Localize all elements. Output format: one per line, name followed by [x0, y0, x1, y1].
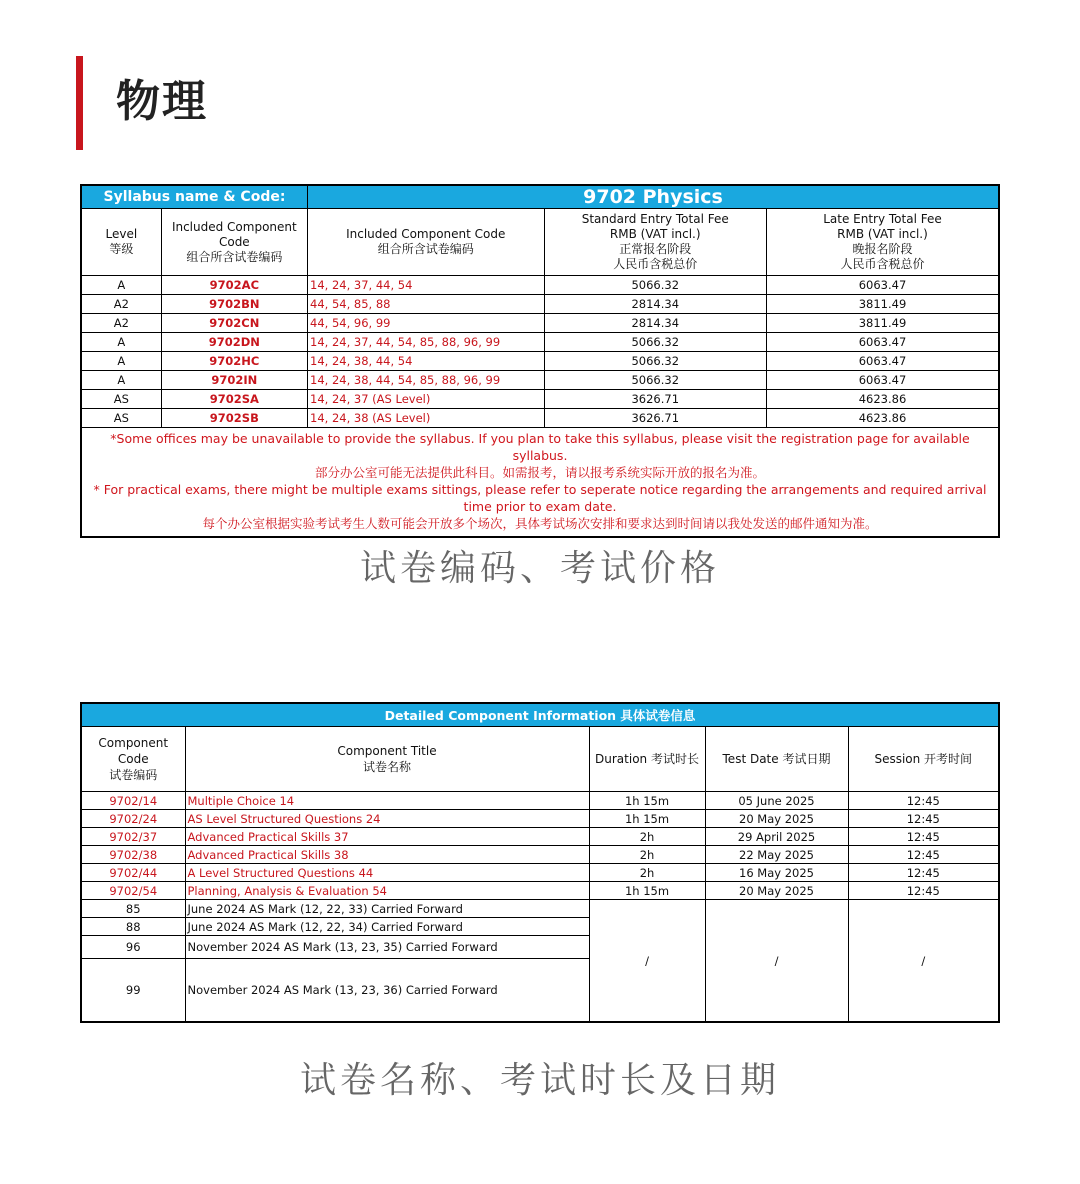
comp-title: A Level Structured Questions 44: [185, 864, 589, 882]
comp-title: Multiple Choice 14: [185, 792, 589, 810]
fee-late: 6063.47: [766, 276, 999, 295]
section-heading: [76, 56, 476, 150]
comp-duration: 1h 15m: [589, 882, 705, 900]
carried-title: November 2024 AS Mark (13, 23, 35) Carried Forward: [185, 936, 589, 959]
fee-standard: 5066.32: [544, 333, 766, 352]
header-test-date: Test Date 考试日期: [705, 727, 848, 792]
comp-title: AS Level Structured Questions 24: [185, 810, 589, 828]
comp-date: 29 April 2025: [705, 828, 848, 846]
component-row: [81, 864, 999, 882]
comp-duration: 2h: [589, 864, 705, 882]
header-duration: Duration 考试时长: [589, 727, 705, 792]
fee-components: 44, 54, 85, 88: [308, 295, 545, 314]
notes-cell: [81, 428, 999, 538]
heading-accent-bar: [76, 56, 83, 150]
carried-forward-row: [81, 900, 999, 918]
fee-components: 14, 24, 37 (AS Level): [308, 390, 545, 409]
carried-code: 85: [81, 900, 185, 918]
fee-components: 14, 24, 38, 44, 54: [308, 352, 545, 371]
caption-fees: 试卷编码、考试价格: [359, 548, 720, 589]
component-row: [81, 846, 999, 864]
fee-notes: [81, 428, 999, 538]
comp-date: 05 June 2025: [705, 792, 848, 810]
component-table-title: Detailed Component Information 具体试卷信息: [81, 703, 999, 727]
carried-session: /: [848, 900, 999, 1023]
fee-table-header: [81, 209, 999, 276]
comp-session: 12:45: [848, 828, 999, 846]
fee-level: A2: [81, 295, 161, 314]
header-late-fee: Late Entry Total Fee RMB (VAT incl.) 晚报名阶段 人民币含税总价: [766, 209, 999, 276]
fee-code: 9702SB: [161, 409, 307, 428]
comp-session: 12:45: [848, 810, 999, 828]
carried-code: 96: [81, 936, 185, 959]
syllabus-label: Syllabus name & Code:: [81, 185, 308, 209]
component-row: [81, 810, 999, 828]
carried-title: June 2024 AS Mark (12, 22, 33) Carried Forward: [185, 900, 589, 918]
carried-title: November 2024 AS Mark (13, 23, 36) Carried Forward: [185, 959, 589, 1023]
fee-code: 9702AC: [161, 276, 307, 295]
fee-level: A: [81, 276, 161, 295]
fee-late: 6063.47: [766, 371, 999, 390]
component-row: [81, 828, 999, 846]
fee-level: A: [81, 352, 161, 371]
component-table-header: [81, 727, 999, 792]
fee-row: [81, 352, 999, 371]
comp-duration: 2h: [589, 846, 705, 864]
header-component-code: Included Component Code 组合所含试卷编码: [161, 209, 307, 276]
fee-components: 44, 54, 96, 99: [308, 314, 545, 333]
comp-session: 12:45: [848, 846, 999, 864]
header-comp-code: Component Code 试卷编码: [81, 727, 185, 792]
fee-code: 9702HC: [161, 352, 307, 371]
caption-components: 试卷名称、考试时长及日期: [299, 1060, 780, 1101]
fee-components: 14, 24, 38 (AS Level): [308, 409, 545, 428]
carried-title: June 2024 AS Mark (12, 22, 34) Carried Forward: [185, 918, 589, 936]
component-table: [80, 702, 1000, 1023]
fee-standard: 5066.32: [544, 352, 766, 371]
comp-code: 9702/37: [81, 828, 185, 846]
comp-title: Advanced Practical Skills 38: [185, 846, 589, 864]
carried-duration: /: [589, 900, 705, 1023]
fee-late: 4623.86: [766, 409, 999, 428]
carried-code: 99: [81, 959, 185, 1023]
fee-row: [81, 295, 999, 314]
fee-row: [81, 276, 999, 295]
note-2: 部分办公室可能无法提供此科目。如需报考，请以报考系统实际开放的报名为准。: [314, 465, 765, 480]
comp-title: Planning, Analysis & Evaluation 54: [185, 882, 589, 900]
fee-standard: 5066.32: [544, 371, 766, 390]
heading-title: 物理: [116, 76, 208, 127]
fee-code: 9702CN: [161, 314, 307, 333]
note-3: * For practical exams, there might be multiple exams sittings, please refer to seperate notice regarding the arrangements and required arrival time prior to exam date.: [93, 482, 987, 514]
fee-row: [81, 390, 999, 409]
fee-row: [81, 314, 999, 333]
fee-row: [81, 371, 999, 390]
header-session: Session 开考时间: [848, 727, 999, 792]
fee-components: 14, 24, 38, 44, 54, 85, 88, 96, 99: [308, 371, 545, 390]
fee-late: 4623.86: [766, 390, 999, 409]
comp-code: 9702/38: [81, 846, 185, 864]
comp-duration: 2h: [589, 828, 705, 846]
comp-code: 9702/54: [81, 882, 185, 900]
fee-level: A: [81, 333, 161, 352]
carried-code: 88: [81, 918, 185, 936]
fee-standard: 3626.71: [544, 409, 766, 428]
header-comp-title: Component Title 试卷名称: [185, 727, 589, 792]
comp-date: 16 May 2025: [705, 864, 848, 882]
fee-code: 9702DN: [161, 333, 307, 352]
fee-row: [81, 333, 999, 352]
comp-duration: 1h 15m: [589, 810, 705, 828]
fee-code: 9702BN: [161, 295, 307, 314]
fee-standard: 2814.34: [544, 314, 766, 333]
fee-standard: 5066.32: [544, 276, 766, 295]
fee-standard: 3626.71: [544, 390, 766, 409]
fee-level: A2: [81, 314, 161, 333]
fee-late: 3811.49: [766, 314, 999, 333]
comp-title: Advanced Practical Skills 37: [185, 828, 589, 846]
fee-components: 14, 24, 37, 44, 54: [308, 276, 545, 295]
fee-level: A: [81, 371, 161, 390]
comp-code: 9702/24: [81, 810, 185, 828]
fee-table: [80, 184, 1000, 538]
header-standard-fee: Standard Entry Total Fee RMB (VAT incl.) 正常报名阶段 人民币含税总价: [544, 209, 766, 276]
fee-late: 6063.47: [766, 352, 999, 371]
fee-components: 14, 24, 37, 44, 54, 85, 88, 96, 99: [308, 333, 545, 352]
component-row: [81, 882, 999, 900]
comp-duration: 1h 15m: [589, 792, 705, 810]
fee-standard: 2814.34: [544, 295, 766, 314]
syllabus-bar: [81, 185, 999, 209]
comp-code: 9702/44: [81, 864, 185, 882]
comp-date: 20 May 2025: [705, 882, 848, 900]
comp-session: 12:45: [848, 792, 999, 810]
component-row: [81, 792, 999, 810]
carried-date: /: [705, 900, 848, 1023]
fee-row: [81, 409, 999, 428]
header-level: Level 等级: [81, 209, 161, 276]
fee-late: 3811.49: [766, 295, 999, 314]
note-1: *Some offices may be unavailable to provide the syllabus. If you plan to take this syllabus, please visit the registration page for available syllabus.: [110, 431, 970, 463]
fee-code: 9702SA: [161, 390, 307, 409]
comp-session: 12:45: [848, 882, 999, 900]
header-included-codes: Included Component Code 组合所含试卷编码: [308, 209, 545, 276]
syllabus-title: 9702 Physics: [308, 185, 1000, 209]
fee-level: AS: [81, 409, 161, 428]
comp-date: 22 May 2025: [705, 846, 848, 864]
comp-date: 20 May 2025: [705, 810, 848, 828]
comp-code: 9702/14: [81, 792, 185, 810]
note-4: 每个办公室根据实验考试考生人数可能会开放多个场次，具体考试场次安排和要求达到时间请以我处发送的邮件通知为准。: [202, 516, 878, 531]
comp-session: 12:45: [848, 864, 999, 882]
fee-late: 6063.47: [766, 333, 999, 352]
fee-level: AS: [81, 390, 161, 409]
component-title-bar: [81, 703, 999, 727]
fee-code: 9702IN: [161, 371, 307, 390]
